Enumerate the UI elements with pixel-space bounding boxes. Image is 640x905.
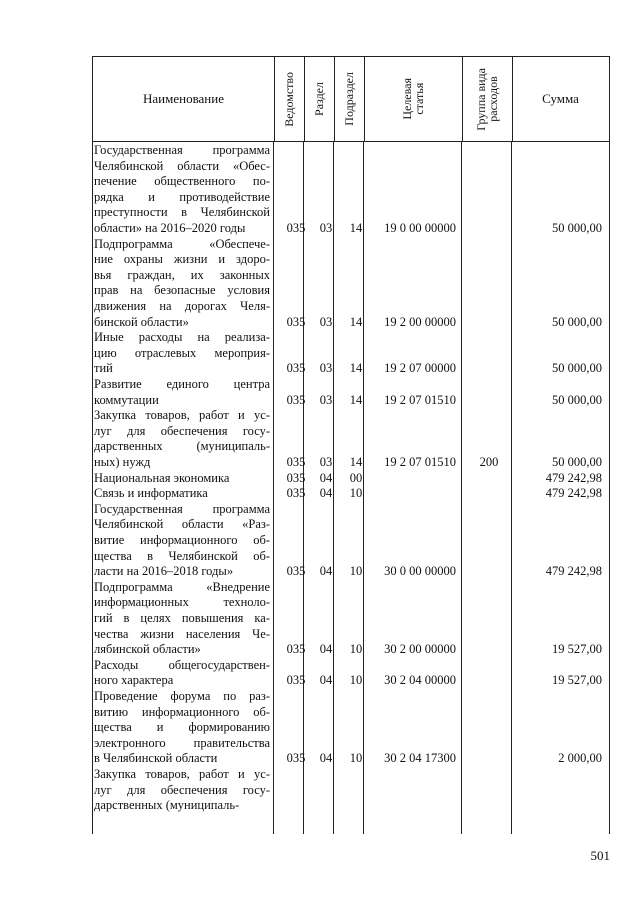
- row-name-line: движения на дорогах Челя-: [94, 298, 270, 313]
- celevaya-statya: 30 0 00 00000: [384, 564, 456, 579]
- row-name-line: Проведение форума по раз-: [94, 689, 270, 703]
- vedomstvo-code: 035: [286, 673, 306, 688]
- row-name-line: Связь и информатика: [94, 486, 208, 501]
- row-name-line: щества в Челябинской об-: [94, 548, 270, 563]
- row-name-line: чества жизни населения Че-: [94, 626, 270, 641]
- header-razdel: Раздел: [312, 82, 326, 116]
- row-name-line: области» на 2016–2020 годы: [94, 220, 246, 235]
- row-name: [94, 580, 270, 658]
- table-row: [0, 237, 640, 331]
- row-name: [94, 408, 270, 470]
- vedomstvo-code: 035: [286, 361, 306, 376]
- summa-value: 50 000,00: [552, 221, 602, 235]
- row-name-line: щества и формированию: [94, 720, 270, 735]
- vedomstvo-code: 035: [286, 221, 306, 235]
- table-row: [0, 143, 640, 237]
- razdel-code: 04: [319, 673, 333, 688]
- summa-value: 50 000,00: [552, 454, 602, 469]
- razdel-code: 04: [319, 564, 333, 579]
- row-name-line: тий: [94, 361, 113, 376]
- summa-value: 19 527,00: [552, 673, 602, 688]
- row-name-line: ных) нужд: [94, 454, 151, 469]
- row-name-line: Подпрограмма «Обеспече-: [94, 236, 270, 251]
- table-row: [0, 471, 640, 487]
- table-row: [0, 377, 640, 408]
- row-name-line: вья граждан, их законных: [94, 267, 270, 282]
- razdel-code: 04: [319, 751, 333, 766]
- summa-value: 50 000,00: [552, 392, 602, 407]
- row-name: [94, 502, 270, 580]
- celevaya-statya: 30 2 00 00000: [384, 642, 456, 657]
- row-name-line: печение общественного по-: [94, 174, 270, 189]
- row-name-line: ного характера: [94, 673, 174, 688]
- vedomstvo-code: 035: [286, 564, 306, 579]
- summa-value: 479 242,98: [545, 470, 602, 485]
- row-name-line: дарственных (муниципаль-: [94, 439, 270, 454]
- summa-value: 479 242,98: [545, 564, 602, 579]
- row-name: [94, 143, 270, 237]
- row-name-line: коммутации: [94, 392, 159, 407]
- row-name-line: рядка и противодействие: [94, 189, 270, 204]
- row-name-line: Челябинской области «Раз-: [94, 517, 270, 532]
- row-name: [94, 658, 270, 689]
- row-name: [94, 237, 270, 331]
- razdel-code: 03: [319, 392, 333, 407]
- header-celevaya: Целевая статья: [400, 78, 426, 120]
- celevaya-statya: 19 2 07 01510: [384, 454, 456, 469]
- gruppa-vida: 200: [479, 454, 499, 469]
- podrazdel-code: 14: [349, 392, 363, 407]
- summa-value: 50 000,00: [552, 314, 602, 329]
- row-name-line: дарственных (муниципаль-: [94, 798, 240, 813]
- header-gruppa: Группа вида расходов: [474, 67, 500, 131]
- razdel-code: 03: [319, 314, 333, 329]
- celevaya-statya: 30 2 04 17300: [384, 751, 456, 766]
- razdel-code: 04: [319, 486, 333, 501]
- row-name-line: лябинской области»: [94, 642, 201, 657]
- row-name-line: Развитие единого центра: [94, 377, 270, 391]
- celevaya-statya: 30 2 04 00000: [384, 673, 456, 688]
- row-name-line: информационных техноло-: [94, 595, 270, 610]
- table-row: [0, 486, 640, 502]
- row-name-line: ние охраны жизни и здоро-: [94, 252, 270, 267]
- table-row: [0, 767, 640, 814]
- celevaya-statya: 19 0 00 00000: [384, 221, 456, 235]
- row-name: [94, 377, 270, 408]
- row-name-line: Подпрограмма «Внедрение: [94, 579, 270, 594]
- podrazdel-code: 10: [349, 673, 363, 688]
- row-name-line: луг для обеспечения госу-: [94, 423, 270, 438]
- podrazdel-code: 14: [349, 454, 363, 469]
- table-row: [0, 580, 640, 658]
- razdel-code: 03: [319, 454, 333, 469]
- razdel-code: 04: [319, 642, 333, 657]
- vedomstvo-code: 035: [286, 454, 306, 469]
- summa-value: 479 242,98: [545, 486, 602, 501]
- podrazdel-code: 14: [349, 221, 363, 235]
- celevaya-statya: 19 2 07 01510: [384, 392, 456, 407]
- vedomstvo-code: 035: [286, 314, 306, 329]
- row-name-line: витию информационного об-: [94, 704, 270, 719]
- header-name: Наименование: [143, 91, 224, 106]
- row-name-line: Закупка товаров, работ и ус-: [94, 767, 270, 781]
- table-row: [0, 502, 640, 580]
- table-header: [92, 56, 610, 142]
- vedomstvo-code: 035: [286, 486, 306, 501]
- row-name-line: Закупка товаров, работ и ус-: [94, 408, 270, 423]
- row-name-line: цию отраслевых мероприя-: [94, 345, 270, 360]
- podrazdel-code: 10: [349, 486, 363, 501]
- row-name-line: Челябинской области «Обес-: [94, 158, 270, 173]
- header-podrazdel: Подраздел: [342, 72, 356, 126]
- vedomstvo-code: 035: [286, 642, 306, 657]
- table-row: [0, 689, 640, 767]
- row-name-line: витие информационного об-: [94, 532, 270, 547]
- vedomstvo-code: 035: [286, 470, 306, 485]
- podrazdel-code: 10: [349, 751, 363, 766]
- row-name-line: гий в целях повышения ка-: [94, 610, 270, 625]
- page-number: 501: [590, 848, 610, 863]
- summa-value: 19 527,00: [552, 642, 602, 657]
- razdel-code: 04: [319, 470, 333, 485]
- table-row: [0, 408, 640, 470]
- row-name: [94, 767, 270, 814]
- podrazdel-code: 10: [349, 642, 363, 657]
- row-name-line: бинской области»: [94, 314, 189, 329]
- row-name-line: преступности в Челябинской: [94, 205, 270, 220]
- row-name: [94, 486, 270, 502]
- summa-value: 50 000,00: [552, 361, 602, 376]
- row-name: [94, 330, 270, 377]
- vedomstvo-code: 035: [286, 751, 306, 766]
- row-name-line: ласти на 2016–2018 годы»: [94, 564, 234, 579]
- row-name-line: Государственная программа: [94, 143, 270, 157]
- celevaya-statya: 19 2 07 00000: [384, 361, 456, 376]
- row-name-line: Расходы общегосударствен-: [94, 657, 270, 672]
- summa-value: 2 000,00: [558, 751, 602, 766]
- row-name: [94, 471, 270, 487]
- row-name: [94, 689, 270, 767]
- table-row: [0, 330, 640, 377]
- header-vedomstvo: Ведомство: [282, 71, 296, 127]
- razdel-code: 03: [319, 221, 333, 235]
- row-name-line: Национальная экономика: [94, 470, 230, 485]
- podrazdel-code: 10: [349, 564, 363, 579]
- celevaya-statya: 19 2 00 00000: [384, 314, 456, 329]
- row-name-line: электронного правительства: [94, 735, 270, 750]
- row-name-line: Государственная программа: [94, 501, 270, 516]
- podrazdel-code: 00: [349, 470, 363, 485]
- podrazdel-code: 14: [349, 314, 363, 329]
- razdel-code: 03: [319, 361, 333, 376]
- table-row: [0, 658, 640, 689]
- vedomstvo-code: 035: [286, 392, 306, 407]
- row-name-line: Иные расходы на реализа-: [94, 330, 270, 345]
- header-summa: Сумма: [542, 91, 579, 106]
- row-name-line: в Челябинской области: [94, 751, 218, 766]
- podrazdel-code: 14: [349, 361, 363, 376]
- row-name-line: прав на безопасные условия: [94, 283, 270, 298]
- row-name-line: луг для обеспечения госу-: [94, 782, 270, 797]
